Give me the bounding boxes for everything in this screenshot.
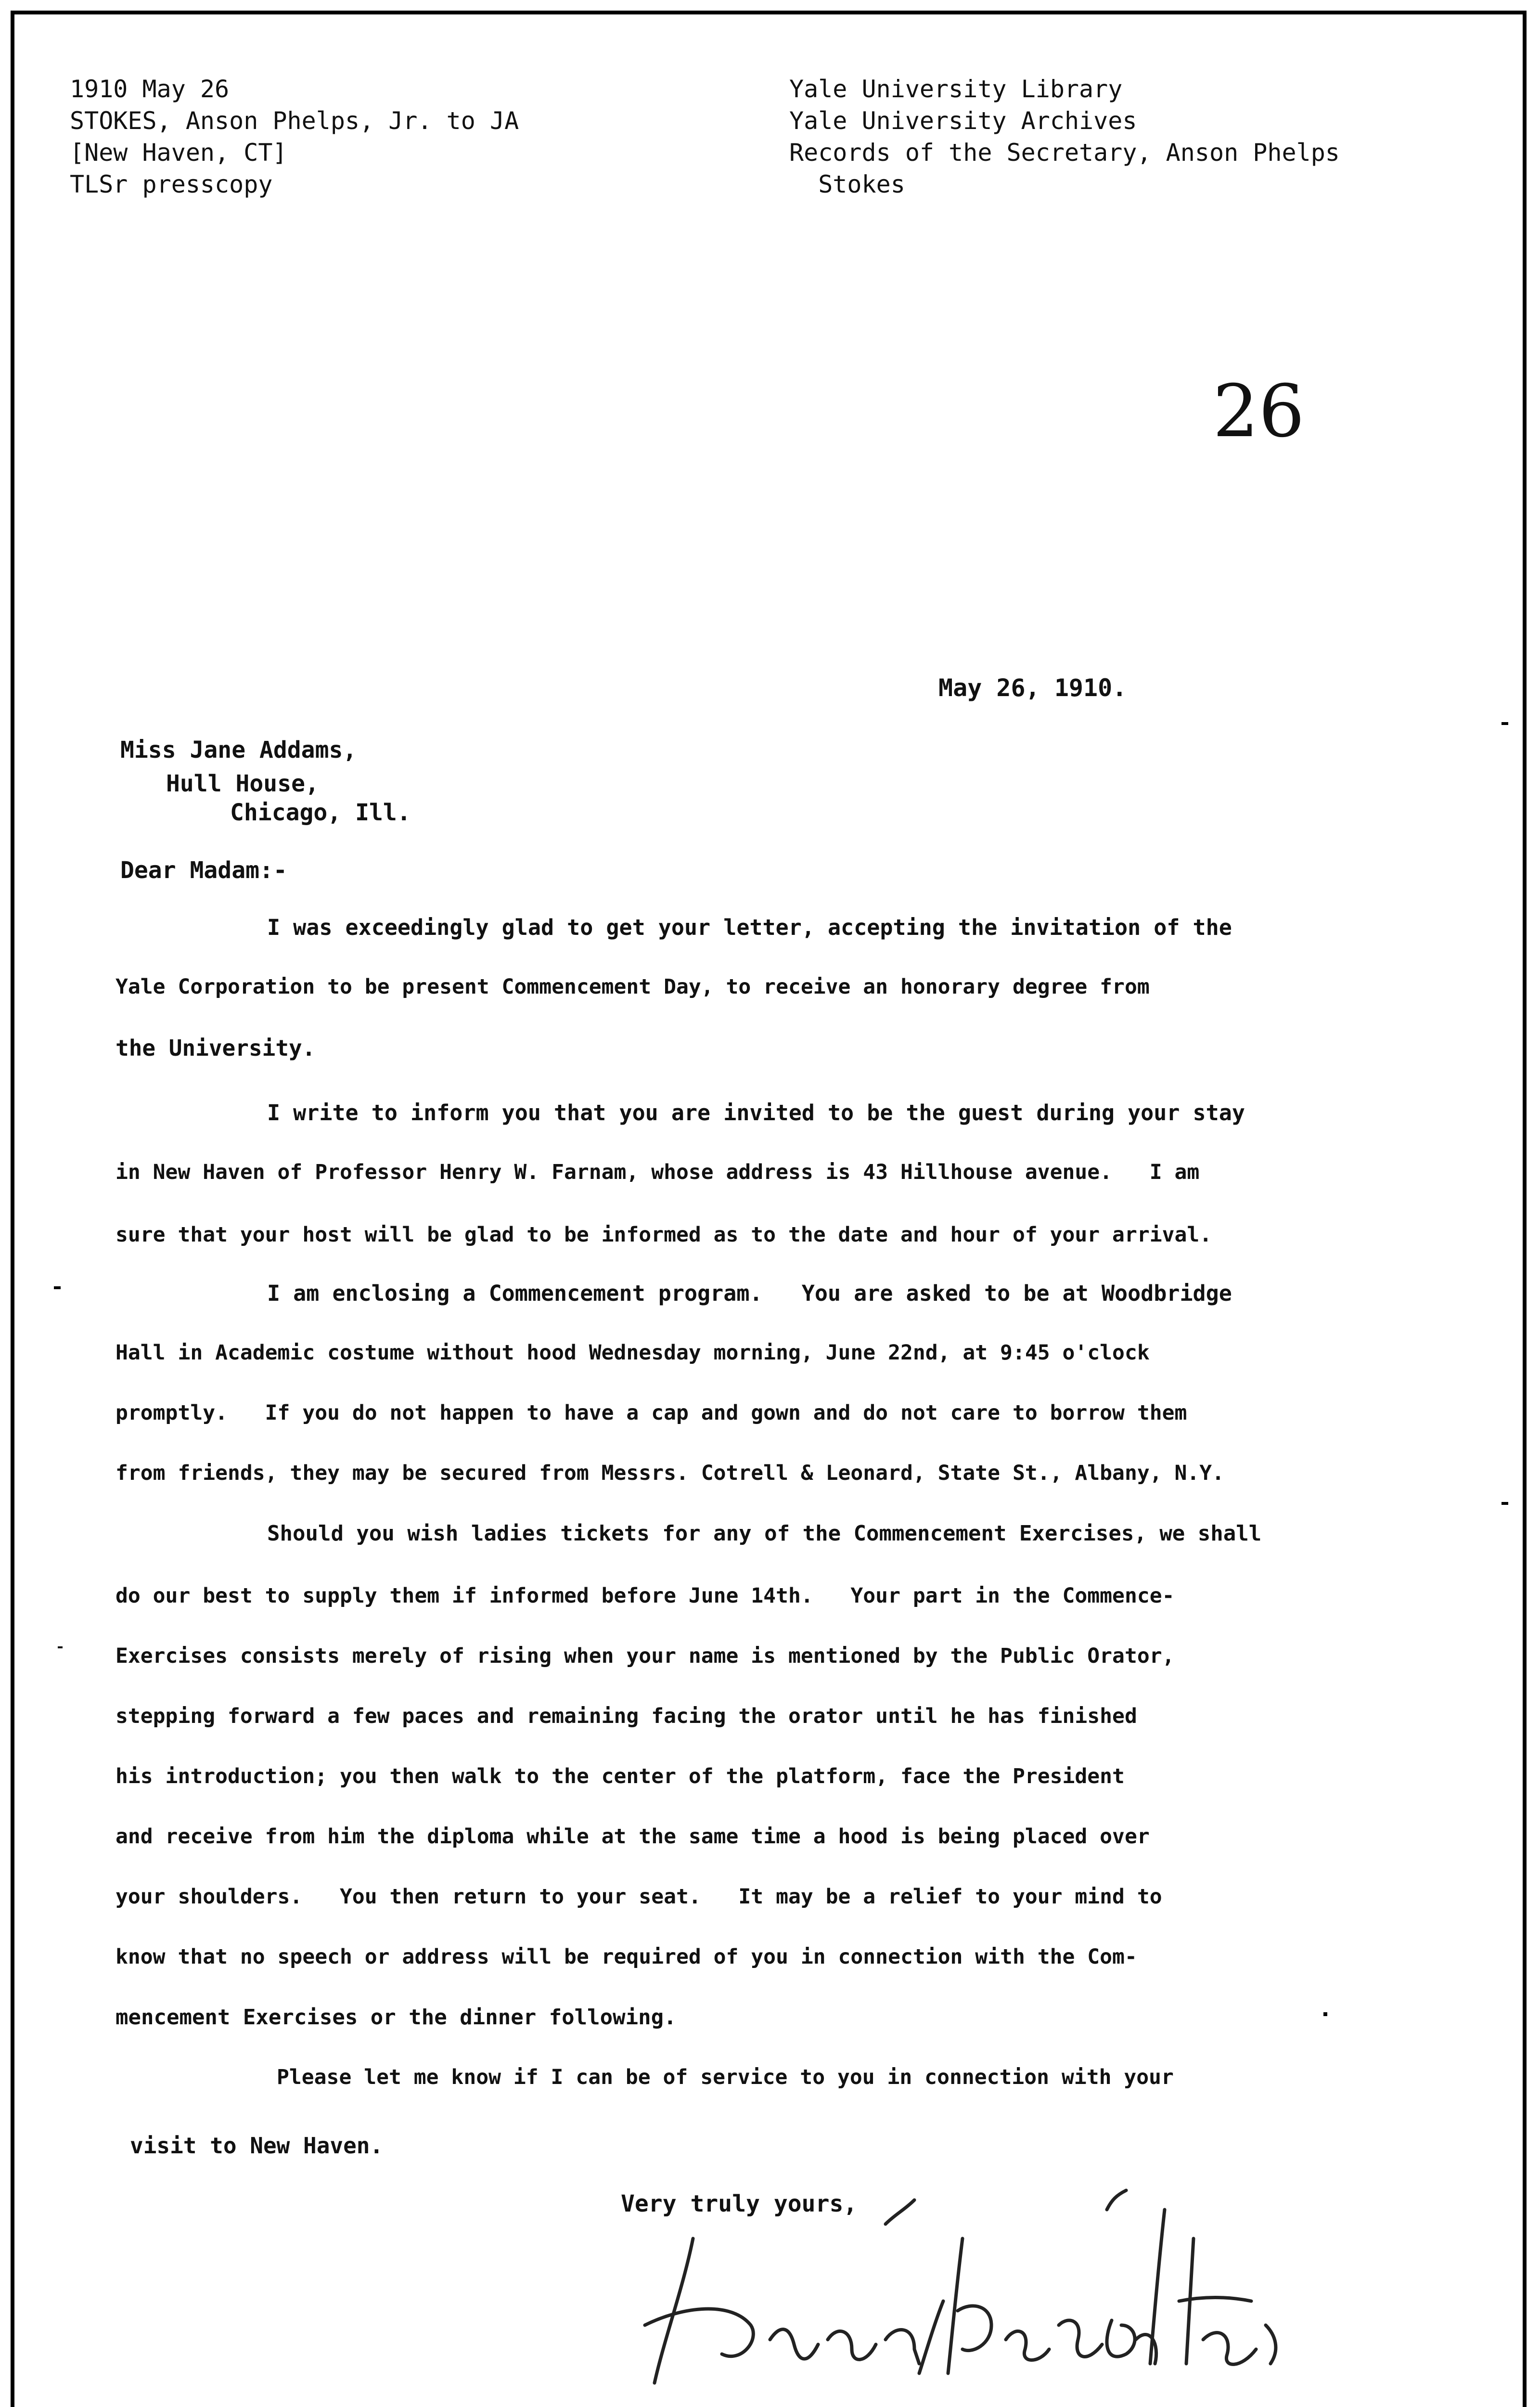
scan-speck: [58, 1646, 63, 1648]
recipient-line: Chicago, Ill.: [230, 799, 411, 826]
header-left-line: [New Haven, CT]: [70, 139, 287, 167]
recipient-line: Hull House,: [166, 770, 319, 797]
body-line: do our best to supply them if informed before June 14th. Your part in the Commence-: [116, 1584, 1175, 1608]
salutation: Dear Madam:-: [120, 857, 287, 884]
body-line: sure that your host will be glad to be informed as to the date and hour of your arrival.: [116, 1223, 1212, 1247]
header-right-line: Yale University Library: [789, 75, 1123, 103]
body-line: visit to New Haven.: [130, 2133, 384, 2159]
header-right-line: Records of the Secretary, Anson Phelps: [789, 139, 1340, 167]
body-line: his introduction; you then walk to the center of the platform, face the President: [116, 1764, 1125, 1788]
signature-image: [626, 2181, 1367, 2407]
body-line: Exercises consists merely of rising when your name is mentioned by the Public Orator,: [116, 1644, 1175, 1668]
body-line: promptly. If you do not happen to have a cap and gown and do not care to borrow them: [116, 1401, 1187, 1425]
body-line: know that no speech or address will be required of you in connection with the Com-: [116, 1945, 1137, 1969]
body-line: Please let me know if I can be of service to you in connection with your: [277, 2065, 1174, 2089]
scan-speck: [54, 1286, 61, 1289]
body-line: mencement Exercises or the dinner following.: [116, 2005, 677, 2030]
body-line: and receive from him the diploma while at the same time a hood is being placed over: [116, 1825, 1150, 1849]
closing: Very truly yours,: [621, 2190, 858, 2217]
scan-speck: [1502, 722, 1508, 725]
header-left-line: TLSr presscopy: [70, 170, 273, 198]
body-line: Yale Corporation to be present Commencement Day, to receive an honorary degree from: [116, 975, 1150, 999]
header-left-line: STOKES, Anson Phelps, Jr. to JA: [70, 107, 519, 135]
body-line: stepping forward a few paces and remaining facing the orator until he has finished: [116, 1704, 1137, 1728]
body-line: I write to inform you that you are invited to be the guest during your stay: [267, 1100, 1245, 1126]
header-left-line: 1910 May 26: [70, 75, 230, 103]
body-line: Hall in Academic costume without hood Wednesday morning, June 22nd, at 9:45 o'clock: [116, 1341, 1150, 1365]
letter-date: May 26, 1910.: [938, 674, 1127, 702]
body-line: from friends, they may be secured from Messrs. Cotrell & Leonard, State St., Albany, N.Y.: [116, 1461, 1225, 1485]
header-right-line: Yale University Archives: [789, 107, 1137, 135]
scan-speck: [1323, 2012, 1327, 2016]
recipient-line: Miss Jane Addams,: [120, 737, 357, 764]
body-line: I was exceedingly glad to get your letter, accepting the invitation of the: [267, 915, 1232, 940]
body-line: in New Haven of Professor Henry W. Farnam, whose address is 43 Hillhouse avenue. I am: [116, 1160, 1200, 1184]
body-line: I am enclosing a Commencement program. You are asked to be at Woodbridge: [267, 1281, 1232, 1306]
scan-speck: [1502, 1502, 1508, 1505]
header-right-line: Stokes: [789, 170, 905, 198]
body-line: Should you wish ladies tickets for any of the Commencement Exercises, we shall: [267, 1521, 1262, 1546]
page-number: 26: [1213, 370, 1305, 453]
body-line: your shoulders. You then return to your seat. It may be a relief to your mind to: [116, 1885, 1162, 1909]
body-line: the University.: [116, 1035, 316, 1061]
